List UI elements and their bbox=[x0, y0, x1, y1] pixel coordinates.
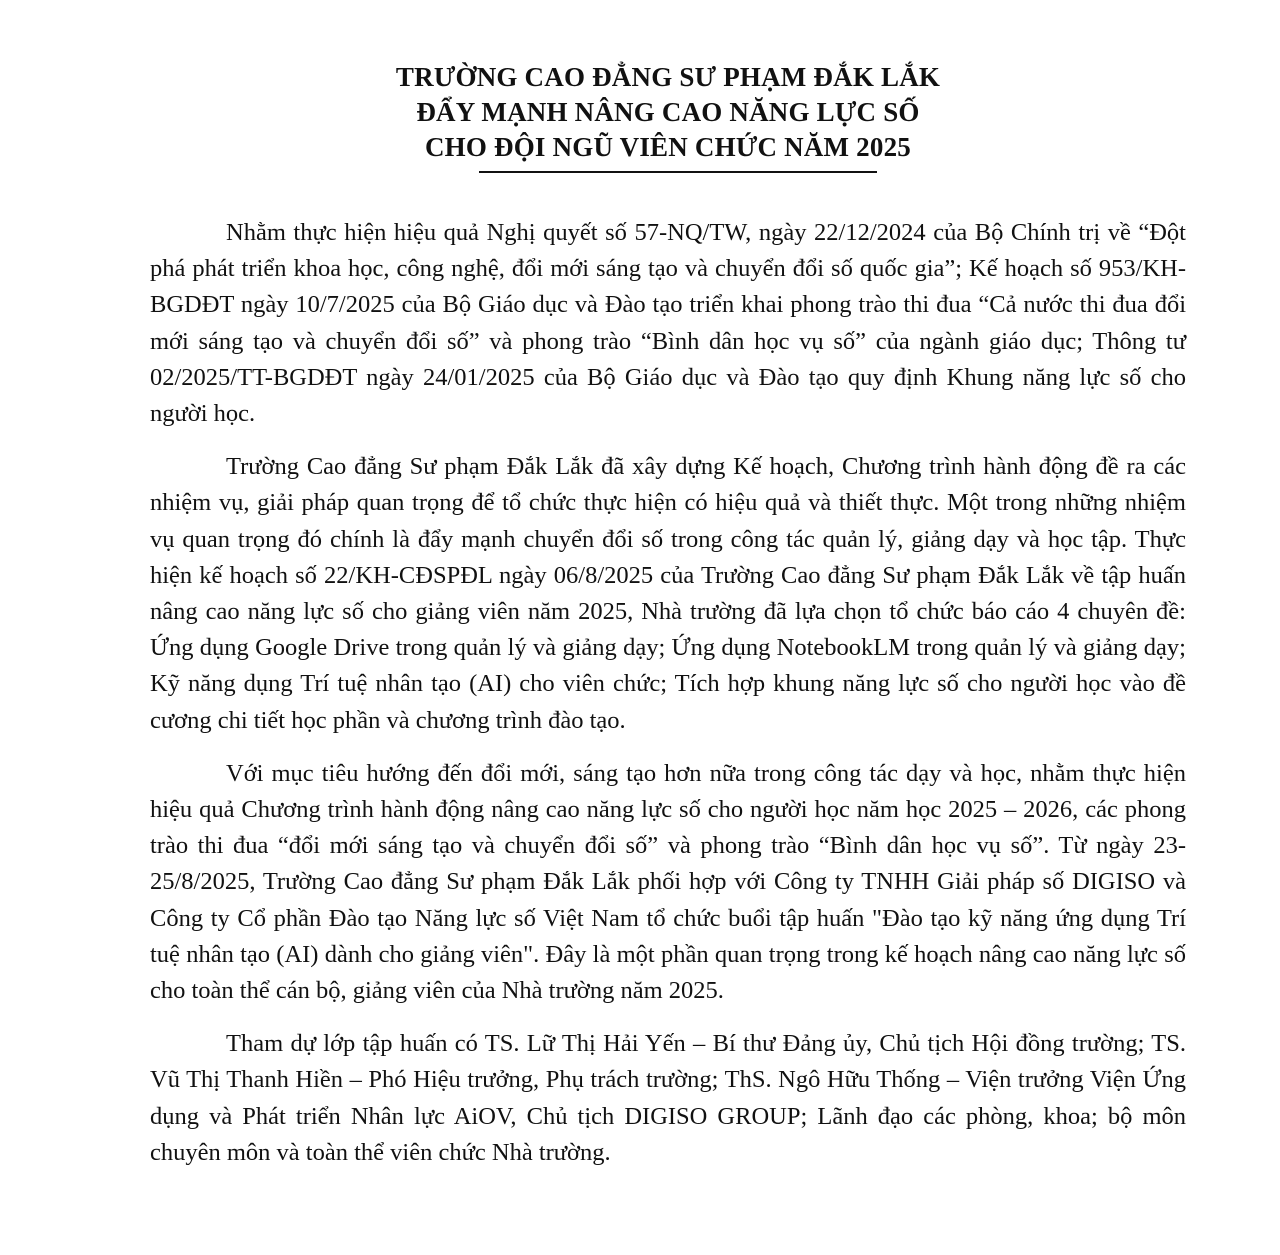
article-body bbox=[150, 215, 1186, 1171]
title-underline bbox=[479, 171, 877, 173]
paragraph-2: Trường Cao đẳng Sư phạm Đắk Lắk đã xây dựng Kế hoạch, Chương trình hành động đề ra các nhiệm vụ, giải pháp quan trọng để tổ chức thực hiện có hiệu quả và thiết thực. Một trong những nhiệm vụ quan trọng đó chính là đẩy mạnh chuyển đổi số trong công tác quản lý, giảng dạy và học tập. Thực hiện kế hoạch số 22/KH-CĐSPĐL ngày 06/8/2025 của Trường Cao đẳng Sư phạm Đắk Lắk về tập huấn nâng cao năng lực số cho giảng viên năm 2025, Nhà trường đã lựa chọn tổ chức báo cáo 4 chuyên đề: Ứng dụng Google Drive trong quản lý và giảng dạy; Ứng dụng NotebookLM trong quản lý và giảng dạy; Kỹ năng dụng Trí tuệ nhân tạo (AI) cho viên chức; Tích hợp khung năng lực số cho người học vào đề cương chi tiết học phần và chương trình đào tạo. bbox=[150, 453, 1186, 734]
title-line-1: TRƯỜNG CAO ĐẲNG SƯ PHẠM ĐẮK LẮK bbox=[395, 62, 941, 92]
paragraph-3: Với mục tiêu hướng đến đổi mới, sáng tạo hơn nữa trong công tác dạy và học, nhằm thực hiện hiệu quả Chương trình hành động nâng cao năng lực số cho người học năm học 2025 – 2026, các phong trào thi đua “đổi mới sáng tạo và chuyển đổi số” và phong trào “Bình dân học vụ số”. Từ ngày 23-25/8/2025, Trường Cao đẳng Sư phạm Đắk Lắk phối hợp với Công ty TNHH Giải pháp số DIGISO và Công ty Cổ phần Đào tạo Năng lực số Việt Nam tổ chức buổi tập huấn "Đào tạo kỹ năng ứng dụng Trí tuệ nhân tạo (AI) dành cho giảng viên". Đây là một phần quan trọng trong kế hoạch nâng cao năng lực số cho toàn thể cán bộ, giảng viên của Nhà trường năm 2025. bbox=[150, 759, 1186, 1005]
article-title bbox=[150, 60, 1186, 173]
title-line-2: ĐẨY MẠNH NÂNG CAO NĂNG LỰC SỐ bbox=[416, 97, 920, 127]
paragraph-1: Nhằm thực hiện hiệu quả Nghị quyết số 57-NQ/TW, ngày 22/12/2024 của Bộ Chính trị về “Đột phá phát triển khoa học, công nghệ, đổi mới sáng tạo và chuyển đổi số quốc gia”; Kế hoạch số 953/KH-BGDĐT ngày 10/7/2025 của Bộ Giáo dục và Đào tạo triển khai phong trào thi đua “Cả nước thi đua đổi mới sáng tạo và chuyển đổi số” và phong trào “Bình dân học vụ số” của ngành giáo dục; Thông tư 02/2025/TT-BGDĐT ngày 24/01/2025 của Bộ Giáo dục và Đào tạo quy định Khung năng lực số cho người học. bbox=[150, 219, 1186, 428]
document-page bbox=[150, 60, 1186, 1188]
paragraph-4: Tham dự lớp tập huấn có TS. Lữ Thị Hải Yến – Bí thư Đảng ủy, Chủ tịch Hội đồng trường; TS. Vũ Thị Thanh Hiền – Phó Hiệu trưởng, Phụ trách trường; ThS. Ngô Hữu Thống – Viện trưởng Viện Ứng dụng và Phát triển Nhân lực AiOV, Chủ tịch DIGISO GROUP; Lãnh đạo các phòng, khoa; bộ môn chuyên môn và toàn thể viên chức Nhà trường. bbox=[150, 1030, 1186, 1166]
title-line-3: CHO ĐỘI NGŨ VIÊN CHỨC NĂM 2025 bbox=[424, 132, 911, 162]
